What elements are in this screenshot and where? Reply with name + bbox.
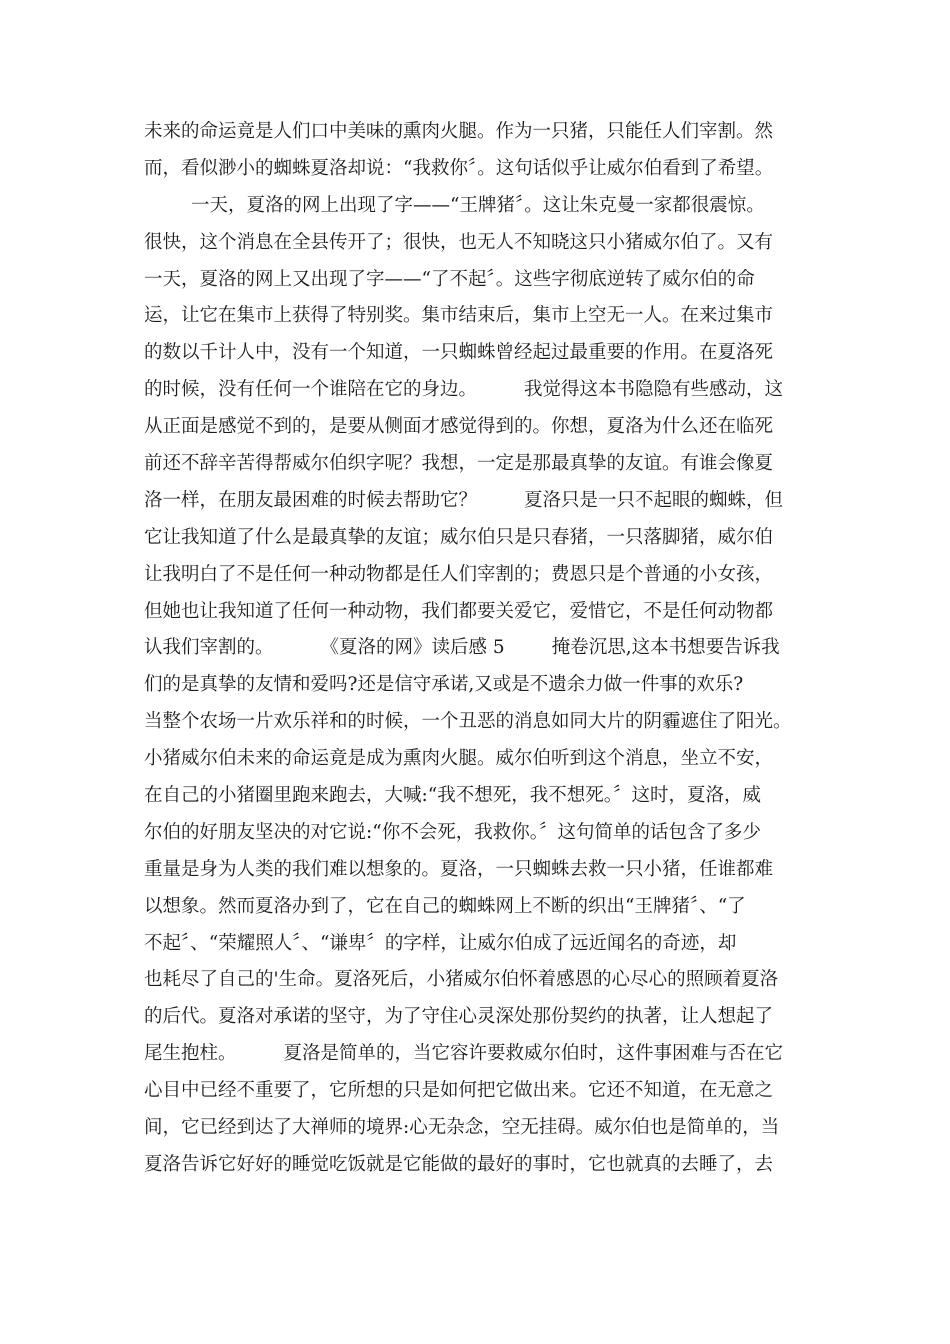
text-line: 重量是身为人类的我们难以想象的。夏洛，一只蜘蛛去救一只小猪，任谁都难	[144, 858, 774, 880]
text-line: 但她也让我知道了任何一种动物，我们都要关爱它，爱惜它，不是任何动物都	[144, 600, 774, 622]
text-line: 的数以千计人中，没有一个知道，一只蜘蛛曾经起过最重要的作用。在夏洛死	[144, 342, 774, 364]
text-line: 不起〞、“荣耀照人〞、“谦卑〞的字样，让威尔伯成了远近闻名的奇迹，却	[144, 932, 737, 954]
text-line: 洛一样，在朋友最困难的时候去帮助它？ 夏洛只是一只不起眼的蜘蛛，但	[144, 489, 784, 511]
text-line: 在自己的小猪圈里跑来跑去，大喊:“我不想死，我不想死。〞这时，夏洛，威	[144, 785, 761, 807]
text-line: 一天，夏洛的网上又出现了字——“了不起〞。这些字彻底逆转了威尔伯的命	[144, 268, 755, 290]
text-line: 认我们宰割的。 《夏洛的网》读后感 5 掩卷沉思,这本书想要告诉我	[144, 637, 780, 659]
text-line: 当整个农场一片欢乐祥和的时候，一个丑恶的消息如同大片的阴霾遮住了阳光。	[144, 711, 792, 733]
text-line: 让我明白了不是任何一种动物都是任人们宰割的；费恩只是个普通的小女孩，	[144, 563, 774, 585]
text-line: 们的是真挚的友情和爱吗?还是信守承诺,又或是不遗余力做一件事的欢乐?	[144, 674, 744, 696]
text-line: 它让我知道了什么是最真挚的友谊；威尔伯只是只春猪，一只落脚猪，威尔伯	[144, 526, 774, 548]
text-line: 间，它已经到达了大禅师的境界:心无杂念，空无挂碍。威尔伯也是简单的，当	[144, 1117, 780, 1139]
text-line: 未来的命运竟是人们口中美味的熏肉火腿。作为一只猪，只能任人们宰割。然	[144, 121, 774, 142]
body-text	[144, 114, 824, 1184]
text-line: 心目中已经不重要了，它所想的只是如何把它做出来。它还不知道，在无意之	[144, 1080, 774, 1102]
text-line: 的时候，没有任何一个谁陪在它的身边。 我觉得这本书隐隐有些感动，这	[144, 379, 784, 401]
text-line: 也耗尽了自己的'生命。夏洛死后，小猪威尔伯怀着感恩的心尽心的照顾着夏洛	[144, 969, 779, 991]
text-line: 前还不辞辛苦得帮威尔伯织字呢？我想，一定是那最真挚的友谊。有谁会像夏	[144, 453, 774, 475]
text-line: 的后代。夏洛对承诺的坚守，为了守住心灵深处那份契约的执著，让人想起了	[144, 1006, 774, 1028]
text-line: 运，让它在集市上获得了特别奖。集市结束后，集市上空无一人。在来过集市	[144, 305, 774, 327]
text-line: 小猪威尔伯未来的命运竟是成为熏肉火腿。威尔伯听到这个消息，坐立不安，	[144, 748, 774, 770]
text-line: 以想象。然而夏洛办到了，它在自己的蜘蛛网上不断的织出“王牌猪〞、“了	[144, 895, 746, 917]
text-line: 尾生抱柱。 夏洛是简单的，当它容许要救威尔伯时，这件事困难与否在它	[144, 1043, 784, 1065]
text-line: 一天，夏洛的网上出现了字——“王牌猪〞。这让朱克曼一家都很震惊。	[144, 194, 765, 216]
text-line: 夏洛告诉它好好的睡觉吃饭就是它能做的最好的事时，它也就真的去睡了，去	[144, 1153, 774, 1175]
text-line: 尔伯的好朋友坚决的对它说:“你不会死，我救你。〞这句简单的话包含了多少	[144, 821, 761, 843]
text-line: 从正面是感觉不到的，是要从侧面才感觉得到的。你想，夏洛为什么还在临死	[144, 416, 774, 438]
text-line: 很快，这个消息在全县传开了；很快，也无人不知晓这只小猪威尔伯了。又有	[144, 231, 774, 253]
text-line: 而，看似渺小的蜘蛛夏洛却说：“我救你〞。这句话似乎让威尔伯看到了希望。	[144, 157, 774, 179]
